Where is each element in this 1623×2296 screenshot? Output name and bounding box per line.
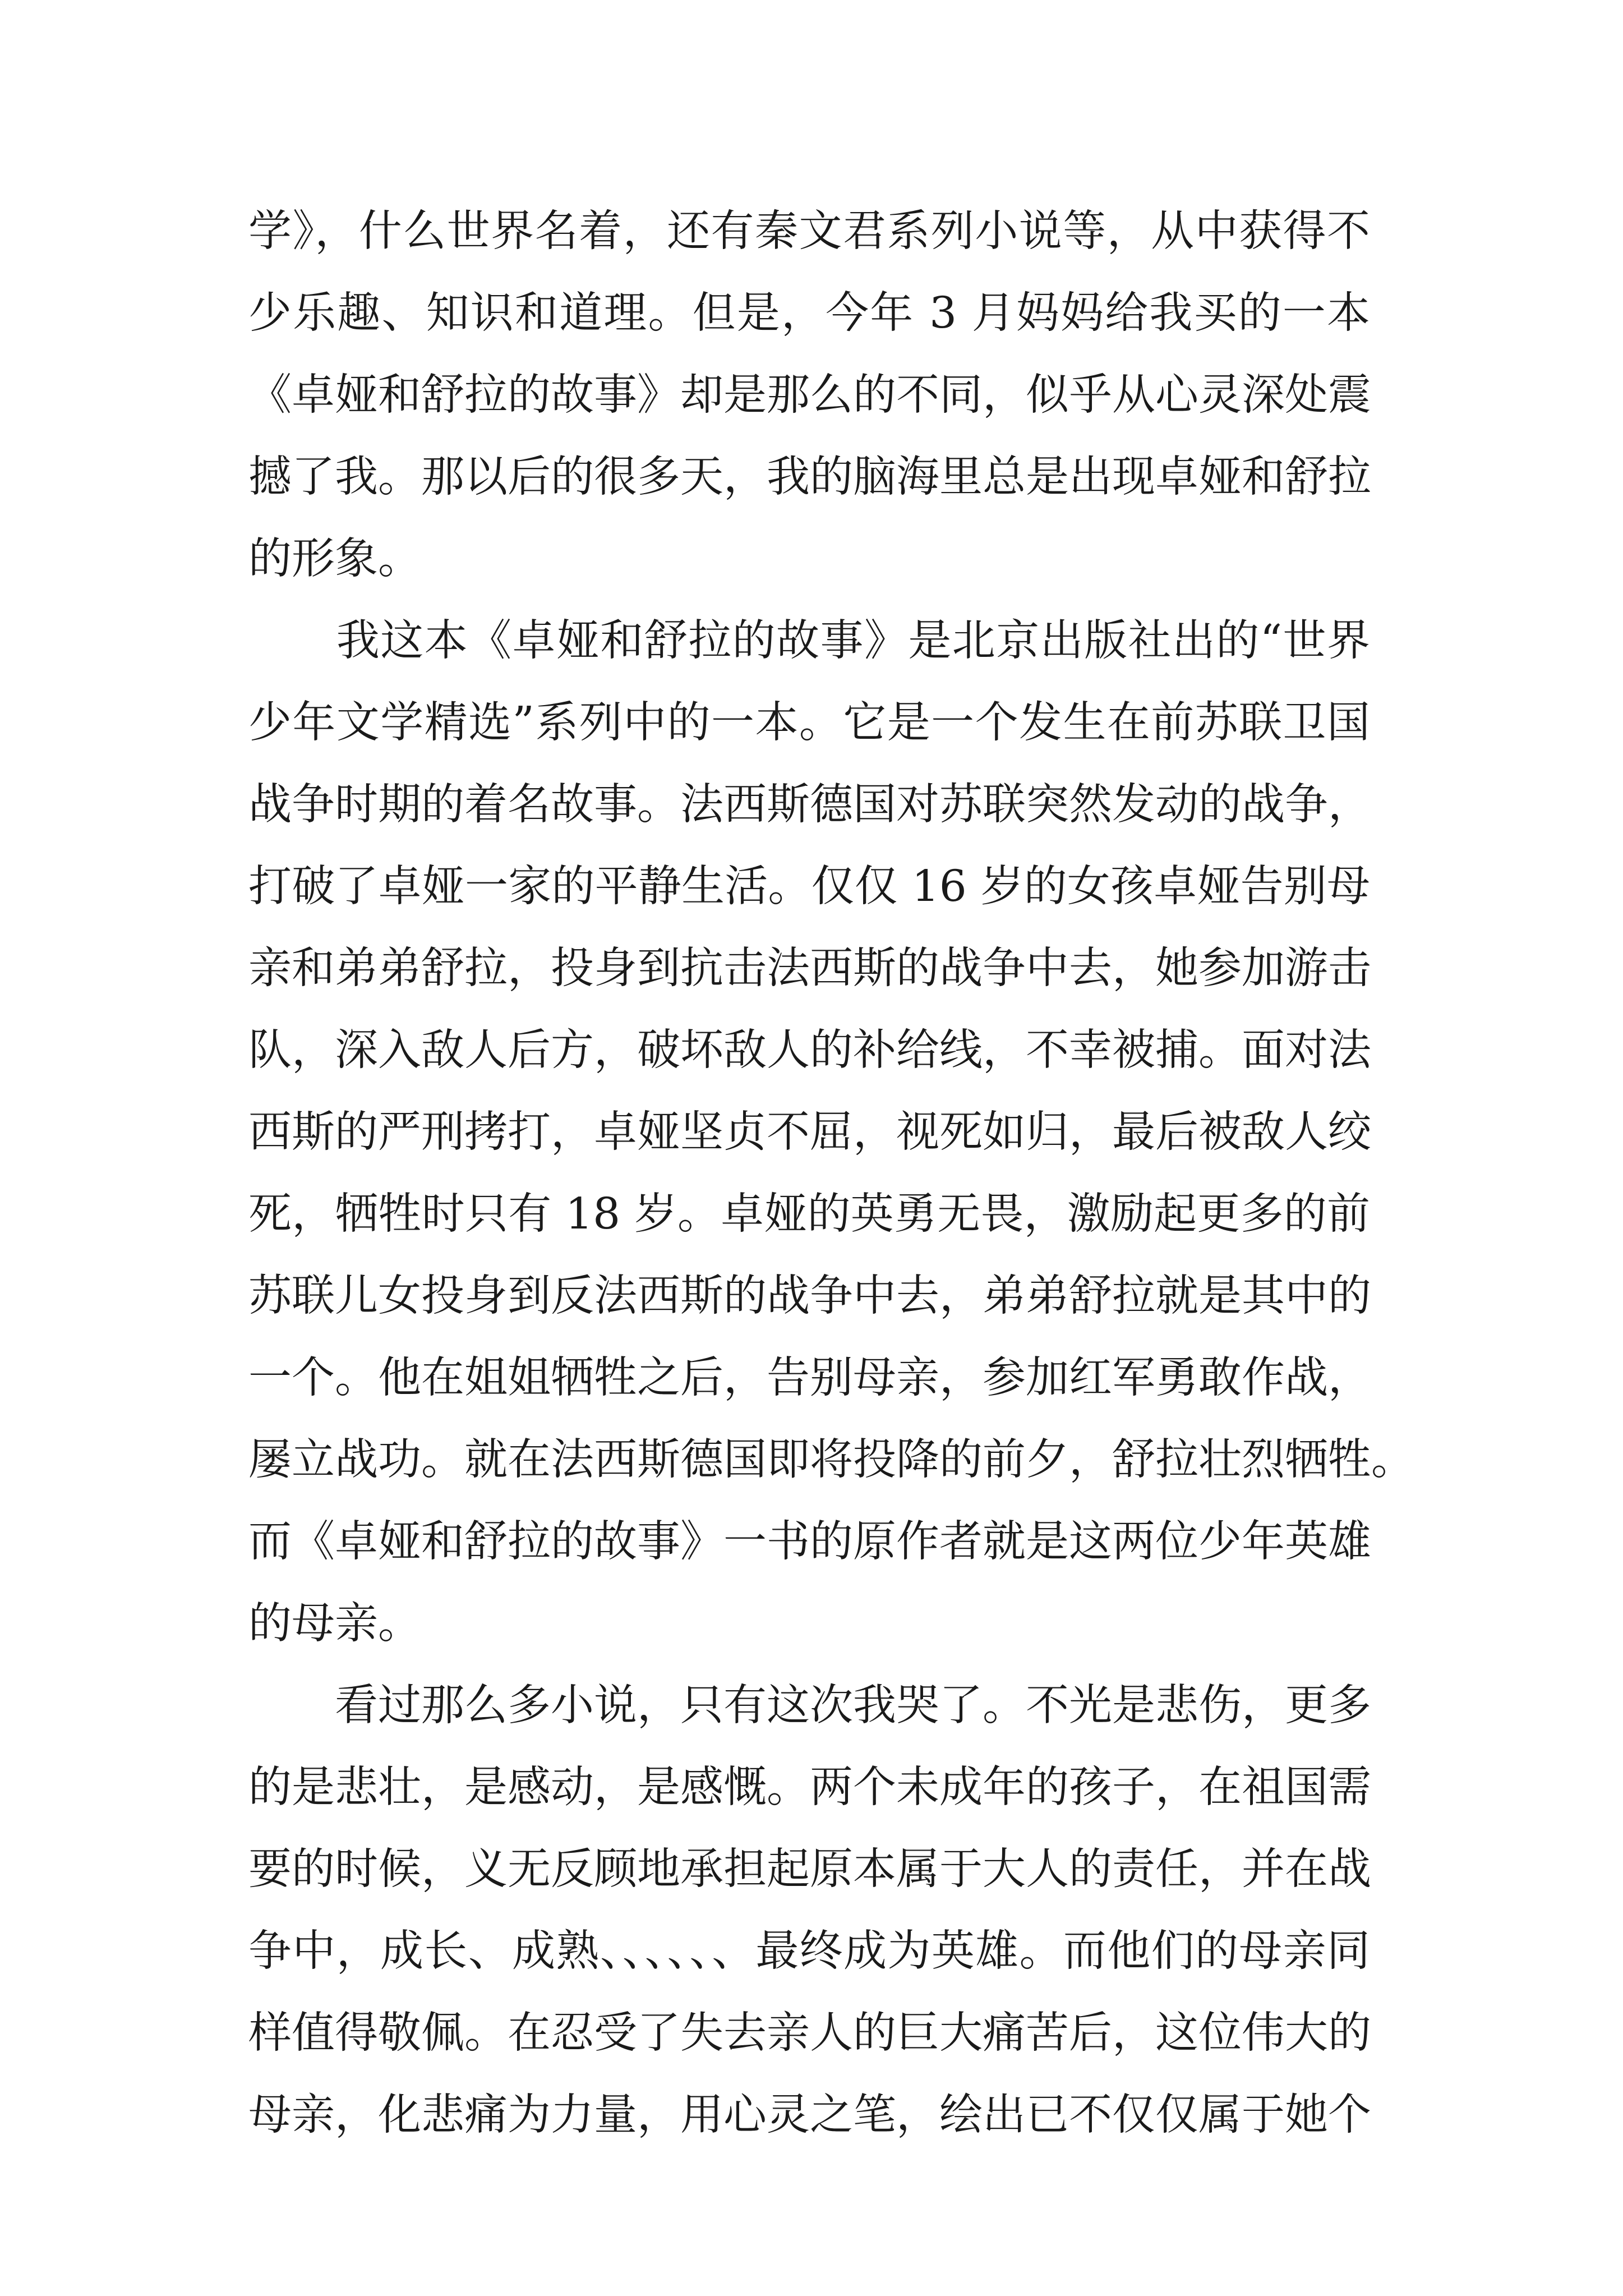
text-line: 的是悲壮，是感动，是感慨。两个未成年的孩子，在祖国需 xyxy=(248,1763,1371,1812)
text-line: 队，深入敌人后方，破坏敌人的补给线，不幸被捕。面对法 xyxy=(248,1025,1371,1075)
text-line: 样值得敬佩。在忍受了失去亲人的巨大痛苦后，这位伟大的 xyxy=(248,2008,1371,2058)
text-line: 少年文学精选”系列中的一本。它是一个发生在前苏联卫国 xyxy=(248,698,1370,748)
paragraph-2 xyxy=(248,600,1414,1665)
text-line: 死，牺牲时只有 18 岁。卓娅的英勇无畏，激励起更多的前 xyxy=(248,1189,1370,1239)
text-line: 一个。他在姐姐牺牲之后，告别母亲，参加红军勇敢作战， xyxy=(248,1353,1371,1403)
text-line: 而《卓娅和舒拉的故事》一书的原作者就是这两位少年英雄 xyxy=(248,1517,1371,1567)
paragraph-1 xyxy=(248,191,1370,600)
text-line: 打破了卓娅一家的平静生活。仅仅 16 岁的女孩卓娅告别母 xyxy=(248,862,1370,912)
text-line: 战争时期的着名故事。法西斯德国对苏联突然发动的战争， xyxy=(248,780,1371,830)
text-line: 学》，什么世界名着，还有秦文君系列小说等，从中获得不 xyxy=(248,206,1370,256)
text-line: 亲和弟弟舒拉，投身到抗击法西斯的战争中去，她参加游击 xyxy=(248,944,1371,993)
body-text xyxy=(248,191,1414,2156)
text-line: 的母亲。 xyxy=(248,1599,421,1649)
text-line: 少乐趣、知识和道理。但是，今年 3 月妈妈给我买的一本 xyxy=(248,288,1370,338)
text-line: 的形象。 xyxy=(248,534,421,584)
text-line: 西斯的严刑拷打，卓娅坚贞不屈，视死如归，最后被敌人绞 xyxy=(248,1107,1371,1157)
paragraph-3 xyxy=(248,1665,1370,2156)
text-line: 《卓娅和舒拉的故事》却是那么的不同，似乎从心灵深处震 xyxy=(248,370,1371,420)
text-line: 我这本《卓娅和舒拉的故事》是北京出版社出的“世界 xyxy=(248,616,1370,666)
text-line: 争中，成长、成熟、、、、、、最终成为英雄。而他们的母亲同 xyxy=(248,1926,1370,1976)
text-line: 看过那么多小说，只有这次我哭了。不光是悲伤，更多 xyxy=(248,1681,1371,1731)
text-line: 苏联儿女投身到反法西斯的战争中去，弟弟舒拉就是其中的 xyxy=(248,1271,1371,1321)
text-line: 母亲，化悲痛为力量，用心灵之笔，绘出已不仅仅属于她个 xyxy=(248,2090,1371,2140)
text-line: 要的时候，义无反顾地承担起原本属于大人的责任，并在战 xyxy=(248,1844,1371,1894)
text-line: 屡立战功。就在法西斯德国即将投降的前夕，舒拉壮烈牺牲。 xyxy=(248,1435,1414,1485)
text-line: 撼了我。那以后的很多天，我的脑海里总是出现卓娅和舒拉 xyxy=(248,452,1371,502)
